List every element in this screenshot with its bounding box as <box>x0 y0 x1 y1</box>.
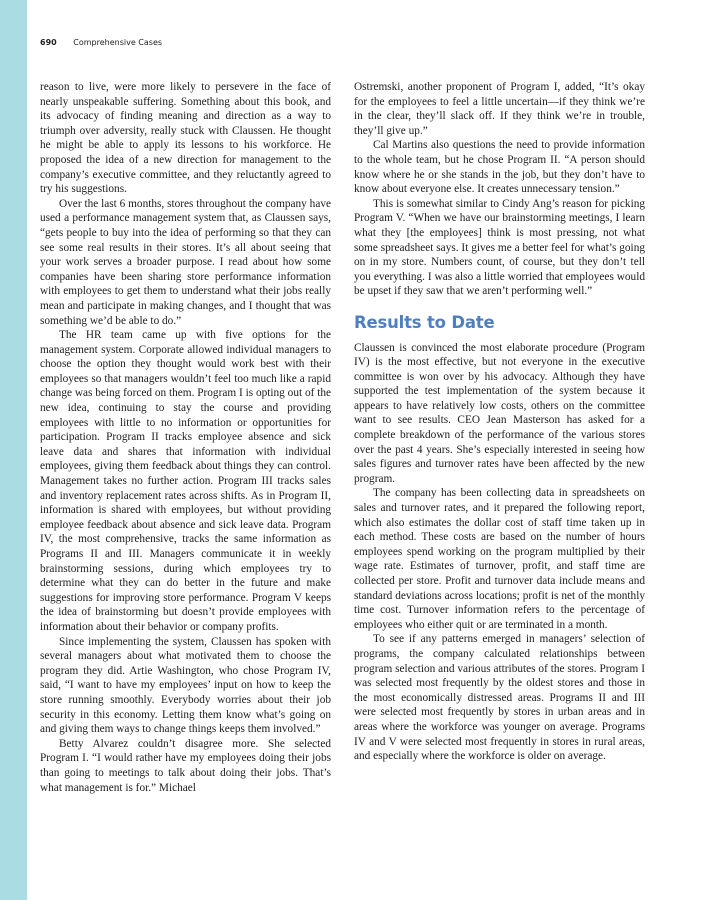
right-column <box>354 80 645 764</box>
side-color-strip <box>0 0 27 900</box>
paragraph: The company has been collecting data in spreadsheets on sales and turnover rates, and it prepared the following report, which also estimates the dollar cost of staff time taken up in each method. These costs are based on the number of hours employees spend working on the program multiplied by their wage rate. Estimates of turnover, profit, and staff time are collected per store. Profit and turnover data include means and standard deviations across locations; profit is net of the monthly time cost. Turnover information refers to the percentage of employees who either quit or are terminated in a month. <box>354 487 645 631</box>
paragraph: Over the last 6 months, stores throughout the company have used a performance management system that, as Claussen says, “gets people to buy into the idea of performing so that they can see some real results in their stores. It’s all about seeing that your work serves a broader purpose. I read about how some companies have been sharing store performance information with employees to get them to understand what their jobs really mean and participate in making changes, and I thought that was something we’d be able to do.” <box>40 197 331 327</box>
paragraph: Betty Alvarez couldn’t disagree more. She selected Program I. “I would rather have my employees doing their jobs than going to meetings to talk about doing their jobs. That’s what management is for.” Michael <box>40 737 331 794</box>
left-column <box>40 80 331 795</box>
paragraph: Cal Martins also questions the need to provide information to the whole team, but he chose Program II. “A person should know where he or she stands in the job, but they don’t have to know about everyone else. It creates unnecessary tension.” <box>354 139 645 196</box>
paragraph: Claussen is convinced the most elaborate procedure (Program IV) is the most effective, but not everyone in the executive committee is won over by his advocacy. Although they have supported the test implementation of the system because it appears to have relatively low costs, others on the committee want to see results. CEO Jean Masterson has asked for a complete breakdown of the performance of the various stores over the past 4 years. She’s especially interested in seeing how sales figures and turnover rates have been affected by the new program. <box>354 341 645 485</box>
paragraph: To see if any patterns emerged in managers’ selection of programs, the company calculated relationships between program selection and various attributes of the stores. Program I was selected most frequently by the oldest stores and those in the most economically distressed areas. Programs II and III were selected most frequently by stores in urban areas and in areas where the workforce was younger on average. Programs IV and V were selected most frequently in stores in rural areas, and especially where the workforce is older on average. <box>354 633 645 763</box>
paragraph: Ostremski, another proponent of Program I, added, “It’s okay for the employees to feel a little uncertain—if they think we’re in the clear, they’ll slack off. If they think we’re in trouble, they’ll give up.” <box>354 81 645 137</box>
section-title: Comprehensive Cases <box>73 38 163 47</box>
paragraph: The HR team came up with five options for the management system. Corporate allowed individual managers to choose the option they thought would work best with their employees so that managers wouldn’t feel too much like a rapid change was being forced on them. Program I is opting out of the new idea, continuing to stay the course and providing employees with little to no information or opportunities for participation. Program II tracks employee absence and sick leave data and shares that information with individual employees, giving them feedback about things they can control. Management takes no further action. Program III tracks sales and inventory replacement rates across shifts. As in Program II, information is shared with employees, but without providing employee feedback about absence and sick leave data. Program IV, the most comprehensive, tracks the same information as Programs II and III. Managers communicate it in weekly brainstorming sessions, during which employees try to determine what they can do better in the future and make suggestions for improving store performance. Program V keeps the idea of brainstorming but doesn’t provide employees with information about their behavior or company profits. <box>40 329 331 633</box>
paragraph: reason to live, were more likely to persevere in the face of nearly unspeakable suffering. Something about this book, and its advocacy of finding meaning and direction as a way to triumph over adversity, really stuck with Claussen. He thought he might be able to apply its lessons to his workforce. He proposed the idea of a new direction for management to the company’s executive committee, and they reluctantly agreed to try his suggestions. <box>40 81 331 196</box>
paragraph: This is somewhat similar to Cindy Ang’s reason for picking Program V. “When we have our brainstorming meetings, I learn what they [the employees] think is most pressing, not what some spreadsheet says. It gives me a better feel for what’s going on in my store. Numbers count, of course, but they don’t tell you everything. I was also a little worried that employees would be upset if they saw that we aren’t performing well.” <box>354 197 645 298</box>
section-heading: Results to Date <box>354 312 495 332</box>
running-header <box>40 38 162 47</box>
page-number: 690 <box>40 38 57 47</box>
paragraph: Since implementing the system, Claussen has spoken with several managers about what motivated them to choose the program they did. Artie Washington, who chose Program IV, said, “I want to have my employees’ input on how to keep the store running smoothly. Everybody worries about their job security in this economy. Letting them know what’s going on and giving them ways to change things keeps them involved.” <box>40 635 331 736</box>
